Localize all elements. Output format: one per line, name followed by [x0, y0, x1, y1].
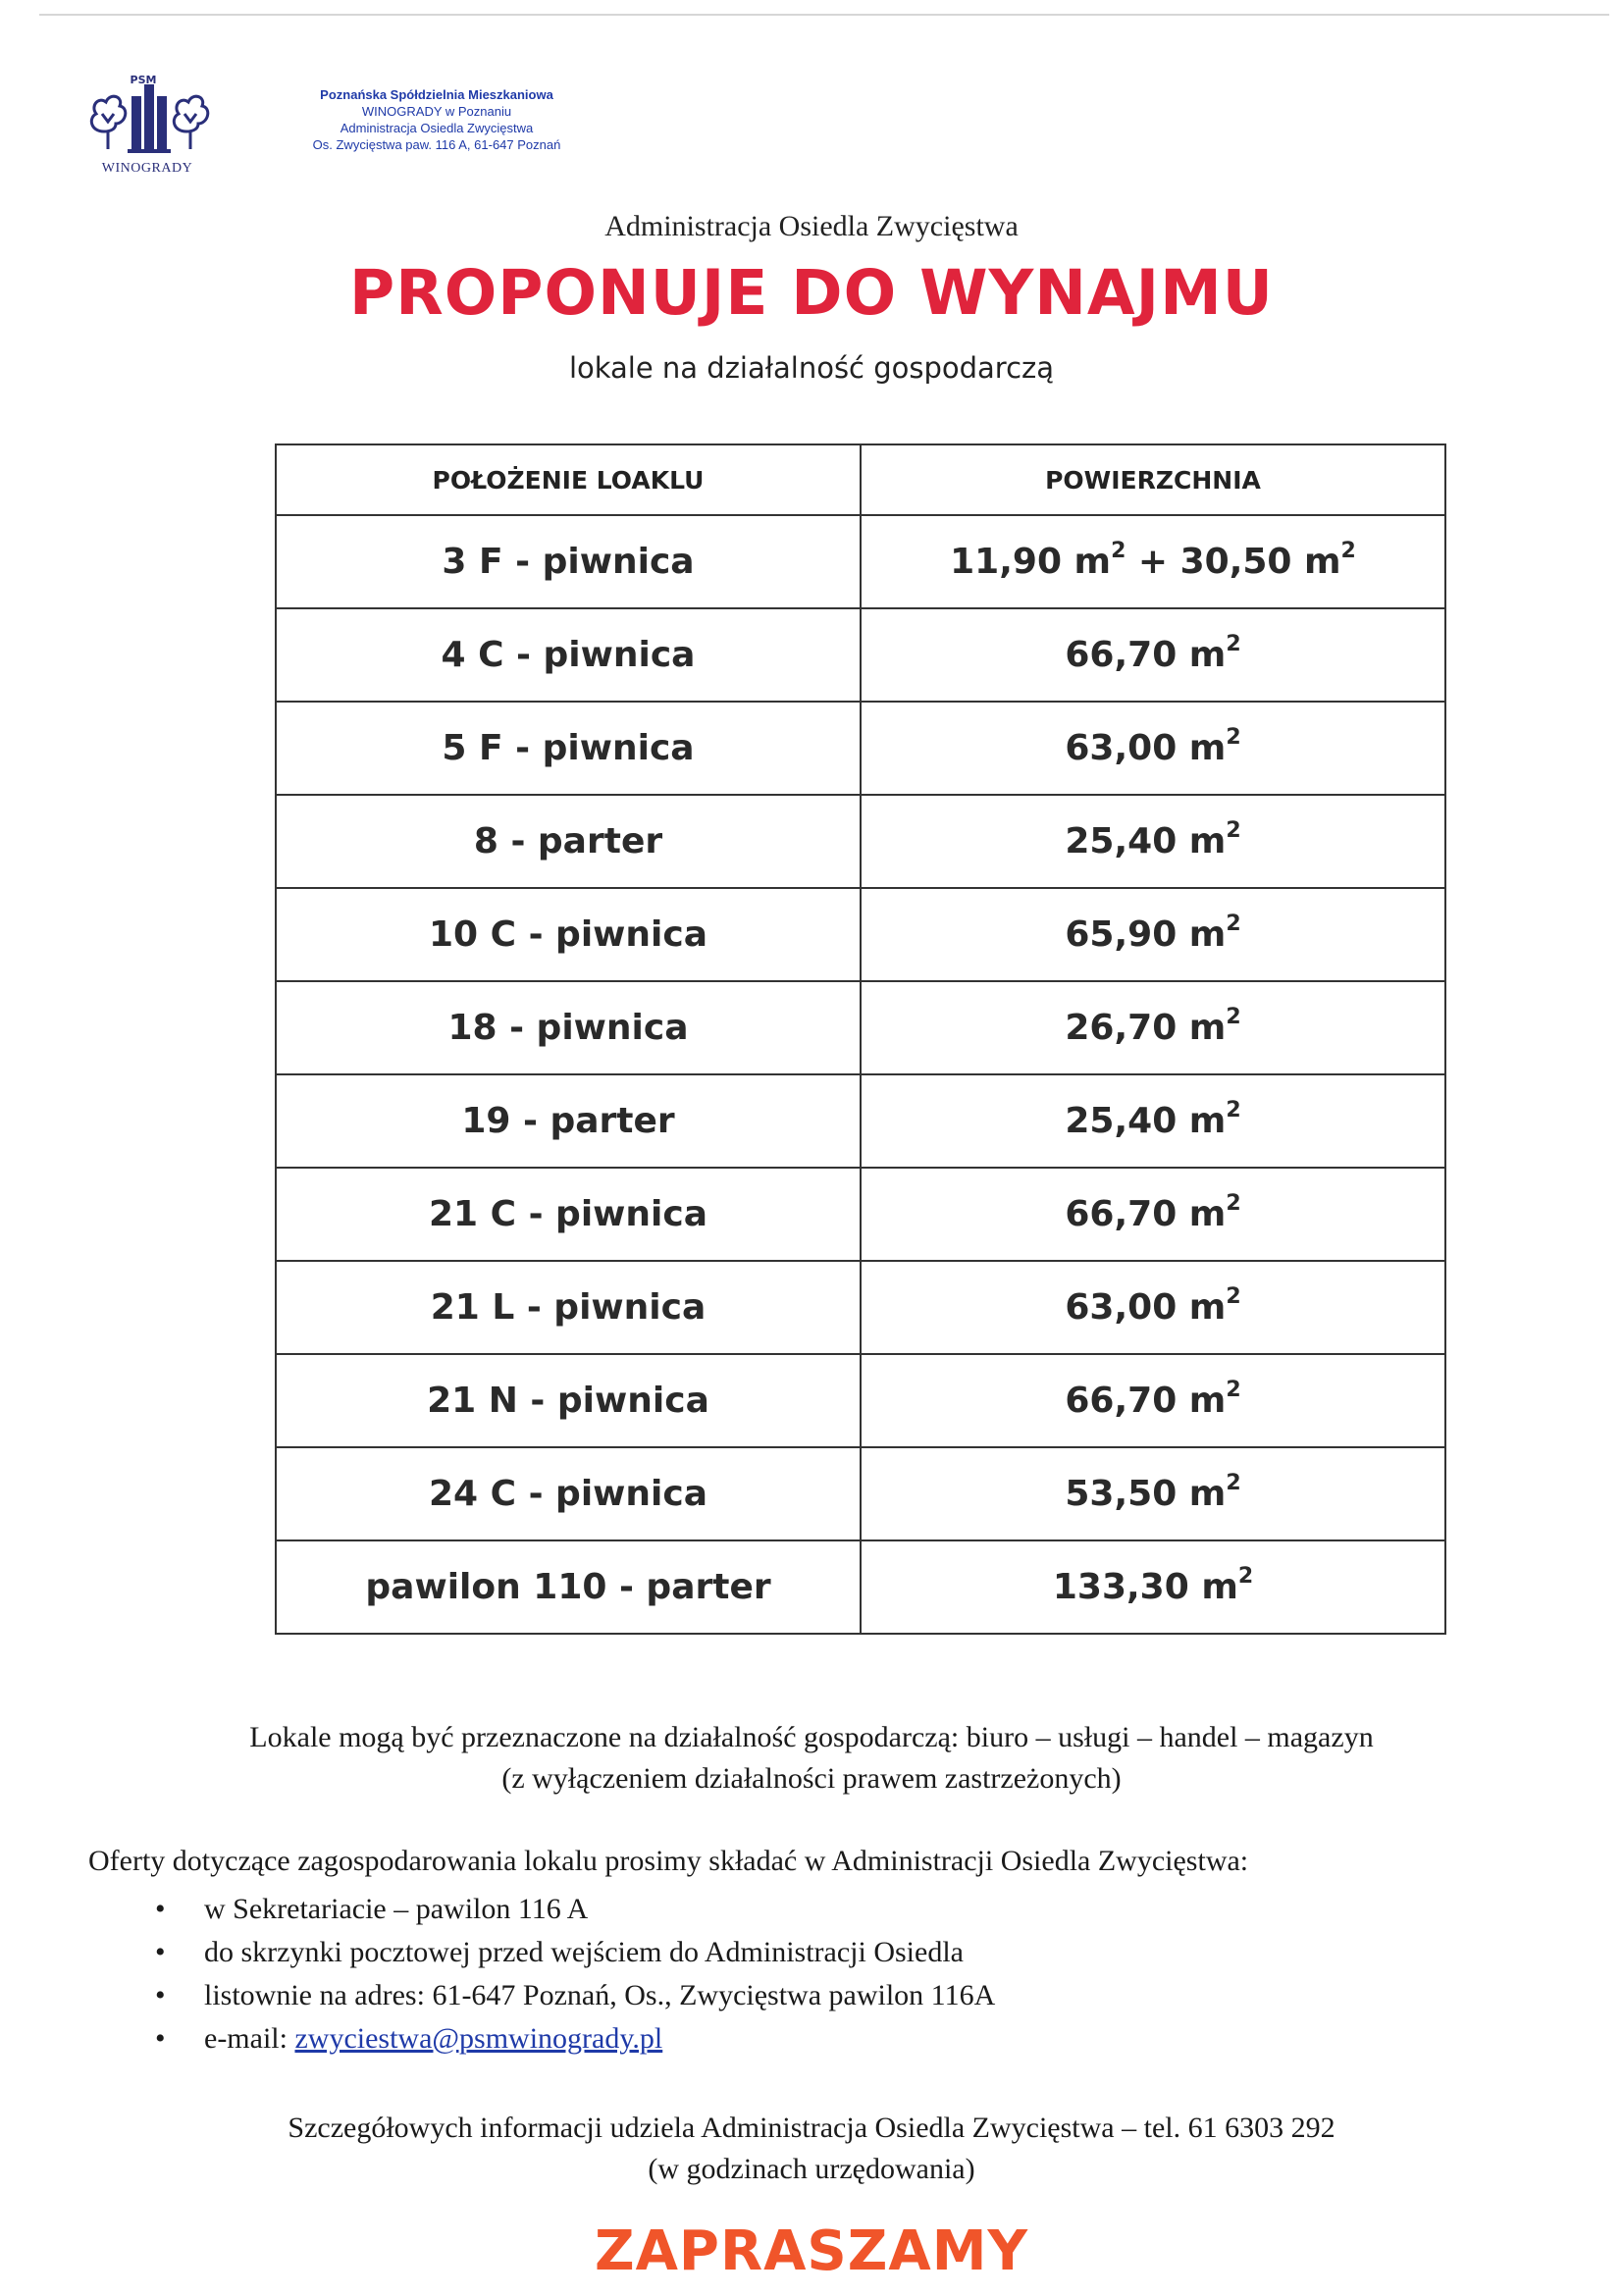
org-unit: Administracja Osiedla Zwycięstwa: [340, 121, 534, 135]
table-row: [276, 1540, 1445, 1634]
top-divider: [39, 14, 1609, 16]
admin-title: Administracja Osiedla Zwycięstwa: [604, 210, 1019, 242]
location-cell: 3 F - piwnica: [276, 515, 861, 608]
org-name: Poznańska Spółdzielnia Mieszkaniowa: [320, 87, 553, 102]
area-unit-exponent: 2: [1226, 818, 1241, 843]
location-cell: 24 C - piwnica: [276, 1447, 861, 1540]
email-label: e-mail:: [204, 2022, 295, 2055]
table-row: [276, 608, 1445, 702]
area-unit: m: [1188, 914, 1227, 955]
area-unit: m: [1188, 1381, 1227, 1421]
org-address: Os. Zwycięstwa paw. 116 A, 61-647 Poznań: [312, 137, 561, 152]
area-unit-exponent: 2: [1226, 1191, 1241, 1216]
submission-methods-list: [126, 1888, 995, 2061]
table-row: [276, 1354, 1445, 1447]
area-cell: [861, 1074, 1445, 1168]
area-value: 66,70: [1065, 1381, 1178, 1421]
location-cell: 18 - piwnica: [276, 981, 861, 1074]
table-row: [276, 1261, 1445, 1354]
area-cell: 11,90 $m^2 + 30,50$ $m^2$: [861, 515, 1445, 608]
location-cell: 21 L - piwnica: [276, 1261, 861, 1354]
area-unit-exponent: 2: [1237, 1564, 1254, 1589]
area-value: 63,00: [1065, 1287, 1178, 1328]
area-unit: m: [1188, 728, 1227, 768]
winogrady-logo: [82, 75, 212, 177]
area-unit: m: [1188, 1287, 1227, 1328]
location-cell: 19 - parter: [276, 1074, 861, 1168]
closing-invitation: ZAPRASZAMY: [594, 2219, 1028, 2283]
header-area: POWIERZCHNIA: [861, 444, 1445, 515]
area-unit-exponent: 2: [1340, 539, 1356, 563]
table-row: [276, 1447, 1445, 1540]
location-cell: 4 C - piwnica: [276, 608, 861, 702]
table-row: [276, 1168, 1445, 1261]
area-cell: [861, 1447, 1445, 1540]
table-row: [276, 888, 1445, 981]
area-cell: [861, 702, 1445, 795]
area-unit-exponent: 2: [1226, 1005, 1241, 1029]
list-item: • listownie na adres: 61-647 Poznań, Os., Zwycięstwa pawilon 116A: [126, 1974, 995, 2017]
area-value: 53,50: [1065, 1474, 1178, 1514]
area-cell: [861, 795, 1445, 888]
area-unit-exponent: 2: [1226, 1471, 1241, 1495]
table-row: [276, 702, 1445, 795]
area-value: 66,70: [1065, 635, 1178, 675]
table-row: [276, 795, 1445, 888]
area-cell: [861, 1540, 1445, 1634]
area-value: 66,70: [1065, 1194, 1178, 1234]
table-row: [276, 1074, 1445, 1168]
list-item-email: [126, 2017, 995, 2061]
area-unit-exponent: 2: [1226, 912, 1241, 936]
purpose-note: [0, 1717, 1623, 1800]
area-unit: m: [1188, 1474, 1227, 1514]
office-hours-line: (w godzinach urzędowania): [648, 2153, 975, 2185]
area-unit: m: [1188, 635, 1227, 675]
area-unit-exponent: 2: [1111, 539, 1126, 563]
list-item: • do skrzynki pocztowej przed wejściem do Administracji Osiedla: [126, 1931, 995, 1974]
exclusion-line: (z wyłączeniem działalności prawem zastrzeżonych): [501, 1762, 1122, 1795]
offers-intro: Oferty dotyczące zagospodarowania lokalu prosimy składać w Administracji Osiedla Zwycięstwa:: [88, 1845, 1249, 1877]
area-value: 63,00: [1065, 728, 1178, 768]
contact-line: Szczegółowych informacji udziela Administracja Osiedla Zwycięstwa – tel. 61 6303 292: [288, 2112, 1335, 2144]
location-cell: 10 C - piwnica: [276, 888, 861, 981]
area-value: 26,70: [1065, 1008, 1178, 1048]
purpose-line: Lokale mogą być przeznaczone na działalność gospodarczą: biuro – usługi – handel – magazyn: [249, 1721, 1374, 1753]
area-value: 65,90: [1065, 914, 1178, 955]
psm-badge-text: PSM: [130, 75, 157, 86]
area-cell: [861, 608, 1445, 702]
premises-table: [275, 444, 1446, 1635]
area-unit-exponent: 2: [1226, 1284, 1241, 1309]
area-cell: [861, 888, 1445, 981]
location-cell: 21 N - piwnica: [276, 1354, 861, 1447]
main-title: PROPONUJE DO WYNAJMU: [349, 257, 1274, 329]
area-value: 25,40: [1065, 1101, 1178, 1141]
area-unit: m: [1188, 1008, 1227, 1048]
location-cell: 8 - parter: [276, 795, 861, 888]
area-value: 25,40: [1065, 821, 1178, 861]
table-row: [276, 515, 1445, 608]
area-unit-exponent: 2: [1226, 632, 1241, 656]
table-header-row: [276, 444, 1445, 515]
area-unit: m: [1188, 821, 1227, 861]
area-cell: [861, 1261, 1445, 1354]
location-cell: pawilon 110 - parter: [276, 1540, 861, 1634]
area-cell: [861, 1168, 1445, 1261]
logo-caption: WINOGRADY: [101, 161, 193, 176]
area-value: 11,90: [950, 542, 1062, 582]
contact-info: [0, 2108, 1623, 2190]
area-unit-exponent: 2: [1226, 1378, 1241, 1402]
email-link[interactable]: zwyciestwa@psmwinogrady.pl: [294, 2022, 663, 2055]
organization-address: [275, 86, 599, 153]
area-unit-exponent: 2: [1226, 725, 1241, 750]
org-subname: WINOGRADY w Poznaniu: [361, 104, 512, 119]
area-unit: m: [1188, 1101, 1227, 1141]
area-value: 30,50: [1179, 542, 1292, 582]
location-cell: 21 C - piwnica: [276, 1168, 861, 1261]
area-cell: [861, 1354, 1445, 1447]
header-location: POŁOŻENIE LOAKLU: [276, 444, 861, 515]
area-unit: m: [1304, 542, 1341, 582]
area-unit: m: [1188, 1194, 1227, 1234]
area-cell: [861, 981, 1445, 1074]
area-unit: m: [1073, 542, 1112, 582]
area-unit-exponent: 2: [1226, 1098, 1241, 1122]
area-unit: m: [1201, 1567, 1238, 1607]
location-cell: 5 F - piwnica: [276, 702, 861, 795]
tree-building-logo-icon: [82, 75, 212, 161]
subtitle: lokale na działalność gospodarczą: [568, 351, 1055, 385]
table-row: [276, 981, 1445, 1074]
area-value: 133,30: [1052, 1567, 1189, 1607]
list-item: • w Sekretariacie – pawilon 116 A: [126, 1888, 995, 1931]
